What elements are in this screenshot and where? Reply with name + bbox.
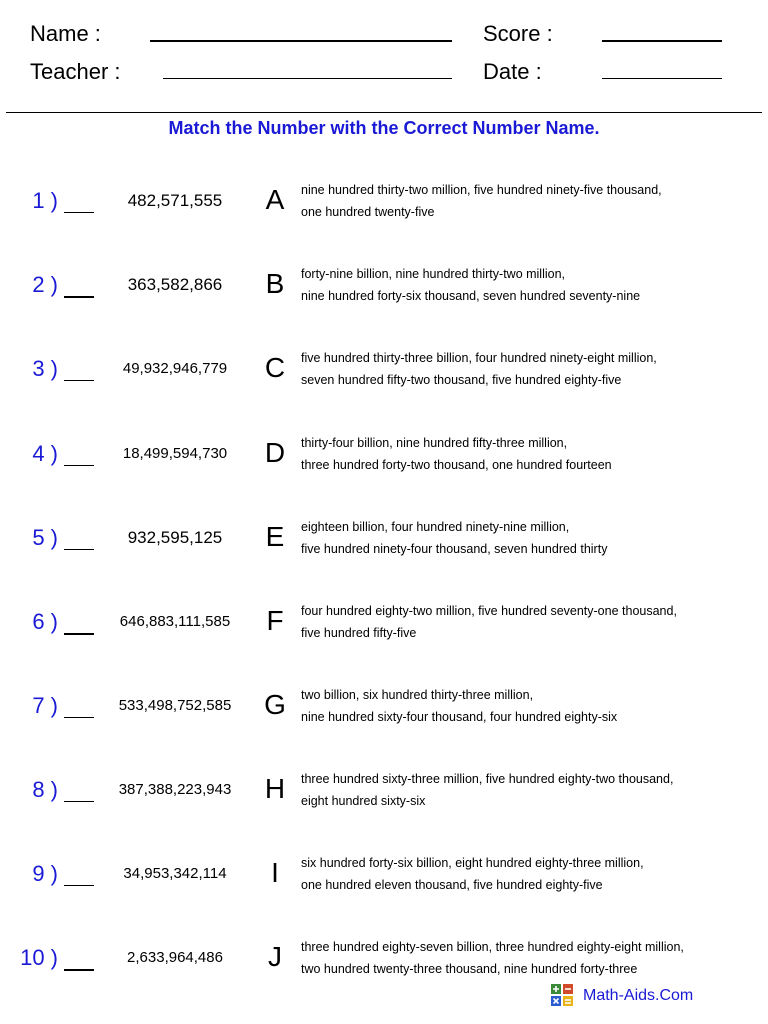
- answer-letter: D: [264, 437, 286, 468]
- number-name-line: thirty-four billion, nine hundred fifty-three million,: [301, 436, 568, 450]
- date-field[interactable]: [602, 78, 722, 79]
- score-field[interactable]: [602, 40, 722, 42]
- number-name-line: three hundred sixty-three million, five hundred eighty-two thousand,: [301, 772, 674, 786]
- question-label: 5 ): [32, 525, 58, 550]
- question-number: 646,883,111,585: [119, 613, 231, 630]
- number-name-line: nine hundred forty-six thousand, seven hundred seventy-nine: [301, 289, 641, 303]
- answer-letter: B: [265, 268, 285, 299]
- answer-blank[interactable]: [64, 380, 94, 381]
- question-number: 2,633,964,486: [127, 949, 223, 966]
- number-name-line: six hundred forty-six billion, eight hundred eighty-three million,: [301, 856, 644, 870]
- answer-blank[interactable]: [64, 465, 94, 466]
- number-name-line: three hundred forty-two thousand, one hundred fourteen: [301, 458, 612, 472]
- answer-blank[interactable]: [64, 717, 94, 718]
- question-row: [0, 268, 768, 328]
- calculator-icon: [551, 984, 573, 1006]
- answer-letter: C: [264, 352, 286, 383]
- teacher-field[interactable]: [163, 78, 452, 79]
- question-row: [0, 521, 768, 581]
- answer-letter: I: [271, 857, 279, 888]
- question-number: 49,932,946,779: [122, 360, 228, 377]
- answer-blank[interactable]: [64, 296, 94, 298]
- number-name-line: nine hundred sixty-four thousand, four hundred eighty-six: [301, 710, 618, 724]
- number-name-line: forty-nine billion, nine hundred thirty-two million,: [301, 267, 566, 281]
- number-name: [301, 179, 761, 223]
- brand-name: Math-Aids.Com: [583, 987, 694, 1004]
- question-number: 18,499,594,730: [122, 445, 228, 462]
- answer-blank[interactable]: [64, 633, 94, 635]
- number-name-line: five hundred thirty-three billion, four hundred ninety-eight million,: [301, 351, 657, 365]
- question-number: 533,498,752,585: [118, 697, 232, 714]
- answer-blank[interactable]: [64, 885, 94, 886]
- question-row: [0, 773, 768, 833]
- answer-blank[interactable]: [64, 549, 94, 550]
- question-row: [0, 437, 768, 497]
- number-name: [301, 432, 761, 476]
- number-name: [301, 852, 761, 896]
- number-name-line: five hundred fifty-five: [301, 626, 417, 640]
- teacher-label: Teacher :: [30, 59, 121, 84]
- number-name: [301, 768, 761, 812]
- answer-letter: A: [265, 184, 285, 215]
- number-name-line: four hundred eighty-two million, five hundred seventy-one thousand,: [301, 604, 677, 618]
- question-label: 10 ): [20, 945, 58, 970]
- header-divider: [6, 112, 762, 113]
- worksheet-title: Match the Number with the Correct Number Name.: [168, 118, 600, 138]
- number-name-line: one hundred twenty-five: [301, 205, 435, 219]
- score-label: Score :: [483, 21, 553, 46]
- number-name: [301, 263, 761, 307]
- number-name-line: seven hundred fifty-two thousand, five hundred eighty-five: [301, 373, 622, 387]
- answer-letter: J: [268, 941, 282, 972]
- answer-blank[interactable]: [64, 969, 94, 971]
- question-number: 363,582,866: [127, 275, 223, 294]
- question-number: 387,388,223,943: [118, 781, 232, 798]
- question-row: [0, 605, 768, 665]
- question-row: [0, 857, 768, 917]
- question-row: [0, 184, 768, 244]
- date-label: Date :: [483, 59, 542, 84]
- number-name-line: two hundred twenty-three thousand, nine hundred forty-three: [301, 962, 638, 976]
- number-name-line: five hundred ninety-four thousand, seven hundred thirty: [301, 542, 608, 556]
- question-number: 482,571,555: [127, 191, 223, 210]
- question-label: 6 ): [32, 609, 58, 634]
- name-field[interactable]: [150, 40, 452, 42]
- number-name: [301, 516, 761, 560]
- question-row: [0, 352, 768, 412]
- question-row: [0, 689, 768, 749]
- question-number: 932,595,125: [127, 528, 223, 547]
- question-label: 1 ): [32, 188, 58, 213]
- question-label: 3 ): [32, 356, 58, 381]
- number-name-line: eight hundred sixty-six: [301, 794, 426, 808]
- answer-letter: F: [266, 605, 284, 636]
- answer-blank[interactable]: [64, 212, 94, 213]
- answer-letter: H: [264, 773, 286, 804]
- question-label: 4 ): [32, 441, 58, 466]
- answer-letter: E: [265, 521, 285, 552]
- number-name-line: nine hundred thirty-two million, five hundred ninety-five thousand,: [301, 183, 662, 197]
- name-label: Name :: [30, 21, 101, 46]
- question-label: 8 ): [32, 777, 58, 802]
- question-number: 34,953,342,114: [123, 865, 227, 882]
- number-name: [301, 684, 761, 728]
- number-name: [301, 347, 761, 391]
- question-label: 9 ): [32, 861, 58, 886]
- number-name-line: two billion, six hundred thirty-three million,: [301, 688, 534, 702]
- number-name: [301, 936, 761, 980]
- question-label: 7 ): [32, 693, 58, 718]
- number-name-line: three hundred eighty-seven billion, three hundred eighty-eight million,: [301, 940, 684, 954]
- number-name-line: one hundred eleven thousand, five hundred eighty-five: [301, 878, 603, 892]
- answer-blank[interactable]: [64, 801, 94, 802]
- number-name-line: eighteen billion, four hundred ninety-nine million,: [301, 520, 570, 534]
- number-name: [301, 600, 761, 644]
- answer-letter: G: [264, 689, 286, 720]
- question-label: 2 ): [32, 272, 58, 297]
